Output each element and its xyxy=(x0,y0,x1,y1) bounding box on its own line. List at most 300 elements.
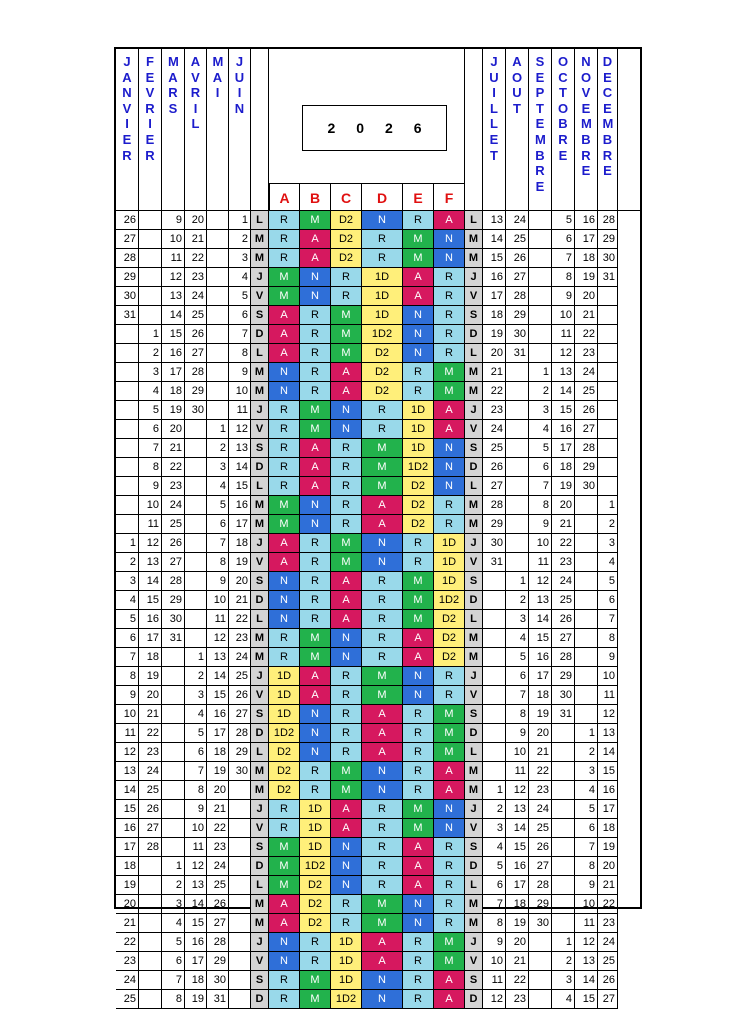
team-letter: B xyxy=(300,183,331,211)
shift-cell: A xyxy=(403,268,434,287)
date-cell xyxy=(575,572,598,591)
date-cell xyxy=(529,211,552,230)
date-cell: 9 xyxy=(207,572,229,591)
shift-cell: N xyxy=(362,762,403,781)
date-cell: 9 xyxy=(506,724,529,743)
date-cell xyxy=(139,952,162,971)
date-cell: 8 xyxy=(529,496,552,515)
shift-cell: D2 xyxy=(434,610,465,629)
shift-cell: A xyxy=(300,230,331,249)
shift-cell: R xyxy=(300,553,331,572)
shift-cell: R xyxy=(331,895,362,914)
shift-cell: 1D xyxy=(362,268,403,287)
date-cell: 8 xyxy=(162,990,185,1009)
date-cell xyxy=(529,933,552,952)
shift-cell: M xyxy=(300,629,331,648)
date-cell xyxy=(207,344,229,363)
date-cell: 20 xyxy=(552,496,575,515)
shift-cell: N xyxy=(300,743,331,762)
date-cell: 30 xyxy=(162,610,185,629)
month-name: MAI xyxy=(212,54,224,101)
month-header xyxy=(506,49,529,211)
date-cell: 13 xyxy=(483,211,506,230)
date-cell: 30 xyxy=(529,914,552,933)
date-cell: 16 xyxy=(116,819,139,838)
date-cell xyxy=(139,249,162,268)
shift-cell: M xyxy=(331,306,362,325)
date-cell: 1 xyxy=(185,648,207,667)
weekday-cell: L xyxy=(251,610,269,629)
date-cell xyxy=(575,686,598,705)
weekday-cell: V xyxy=(465,952,483,971)
shift-cell: R xyxy=(269,477,300,496)
date-cell: 7 xyxy=(552,249,575,268)
date-cell xyxy=(529,287,552,306)
date-cell xyxy=(116,344,139,363)
date-cell: 11 xyxy=(162,249,185,268)
date-cell: 24 xyxy=(207,857,229,876)
date-cell: 2 xyxy=(598,515,618,534)
date-cell xyxy=(506,382,529,401)
shift-cell: M xyxy=(362,439,403,458)
date-cell: 8 xyxy=(116,667,139,686)
shift-cell: R xyxy=(434,838,465,857)
shift-cell: D2 xyxy=(434,648,465,667)
weekday-cell: L xyxy=(465,477,483,496)
date-cell xyxy=(207,325,229,344)
date-cell: 26 xyxy=(598,971,618,990)
shift-cell: N xyxy=(300,724,331,743)
date-cell: 17 xyxy=(575,230,598,249)
shift-cell: A xyxy=(403,876,434,895)
shift-cell: N xyxy=(434,230,465,249)
date-cell: 10 xyxy=(162,230,185,249)
shift-cell: A xyxy=(300,686,331,705)
date-cell: 27 xyxy=(575,420,598,439)
date-cell: 3 xyxy=(529,401,552,420)
date-cell: 18 xyxy=(229,534,251,553)
date-cell: 7 xyxy=(185,762,207,781)
date-cell: 30 xyxy=(506,325,529,344)
date-cell: 20 xyxy=(162,420,185,439)
date-cell: 3 xyxy=(575,762,598,781)
shift-cell: A xyxy=(331,382,362,401)
date-cell: 15 xyxy=(529,629,552,648)
date-cell xyxy=(552,781,575,800)
date-cell: 8 xyxy=(483,914,506,933)
date-cell: 19 xyxy=(139,667,162,686)
date-cell: 23 xyxy=(116,952,139,971)
weekday-cell: J xyxy=(251,534,269,553)
shift-cell: N xyxy=(403,344,434,363)
date-cell: 11 xyxy=(575,914,598,933)
date-cell xyxy=(552,857,575,876)
date-cell: 15 xyxy=(139,591,162,610)
weekday-cell: J xyxy=(251,401,269,420)
shift-cell: R xyxy=(362,572,403,591)
weekday-cell: M xyxy=(251,762,269,781)
shift-cell: R xyxy=(434,344,465,363)
shift-cell: R xyxy=(269,819,300,838)
shift-cell: N xyxy=(362,971,403,990)
date-cell: 14 xyxy=(529,610,552,629)
shift-cell: N xyxy=(331,648,362,667)
shift-cell: R xyxy=(269,458,300,477)
date-cell: 21 xyxy=(483,363,506,382)
date-cell xyxy=(483,724,506,743)
date-cell xyxy=(139,971,162,990)
shift-cell: 1D xyxy=(269,705,300,724)
date-cell: 28 xyxy=(598,211,618,230)
date-cell: 20 xyxy=(506,933,529,952)
shift-cell: 1D2 xyxy=(300,857,331,876)
shift-cell: R xyxy=(362,249,403,268)
date-cell: 22 xyxy=(185,249,207,268)
year-box xyxy=(302,105,447,151)
shift-cell: N xyxy=(403,325,434,344)
date-cell xyxy=(552,762,575,781)
date-cell: 5 xyxy=(116,610,139,629)
date-cell: 30 xyxy=(598,249,618,268)
shift-cell: R xyxy=(434,895,465,914)
date-cell: 3 xyxy=(139,363,162,382)
shift-cell: D2 xyxy=(300,895,331,914)
date-cell xyxy=(139,876,162,895)
date-cell: 12 xyxy=(529,572,552,591)
shift-cell: N xyxy=(434,439,465,458)
shift-cell: A xyxy=(300,439,331,458)
date-cell: 14 xyxy=(162,306,185,325)
shift-cell: N xyxy=(434,458,465,477)
shift-cell: R xyxy=(331,439,362,458)
date-cell: 1 xyxy=(552,933,575,952)
month-header xyxy=(162,49,185,211)
date-cell: 21 xyxy=(575,306,598,325)
weekday-cell: V xyxy=(251,686,269,705)
shift-cell: M xyxy=(269,857,300,876)
date-cell xyxy=(162,667,185,686)
date-cell xyxy=(552,838,575,857)
shift-cell: 1D xyxy=(434,534,465,553)
date-cell: 10 xyxy=(139,496,162,515)
date-cell: 14 xyxy=(139,572,162,591)
date-cell: 30 xyxy=(483,534,506,553)
weekday-cell: M xyxy=(465,762,483,781)
date-cell: 12 xyxy=(207,629,229,648)
date-cell: 3 xyxy=(229,249,251,268)
date-cell: 19 xyxy=(506,914,529,933)
shift-cell: A xyxy=(269,344,300,363)
date-cell: 6 xyxy=(162,952,185,971)
date-cell: 23 xyxy=(162,477,185,496)
date-cell: 23 xyxy=(207,838,229,857)
shift-cell: R xyxy=(403,363,434,382)
shift-cell: D2 xyxy=(403,515,434,534)
shift-cell: 1D2 xyxy=(331,990,362,1009)
date-cell: 14 xyxy=(229,458,251,477)
date-cell xyxy=(483,610,506,629)
shift-cell: N xyxy=(300,268,331,287)
date-cell xyxy=(575,648,598,667)
date-cell xyxy=(598,344,618,363)
date-cell: 26 xyxy=(162,534,185,553)
date-cell: 15 xyxy=(116,800,139,819)
date-cell xyxy=(552,800,575,819)
shift-cell: R xyxy=(300,344,331,363)
month-header xyxy=(598,49,618,211)
shift-cell: D2 xyxy=(331,211,362,230)
date-cell: 25 xyxy=(162,515,185,534)
date-cell: 1 xyxy=(598,496,618,515)
shift-cell: R xyxy=(403,553,434,572)
date-cell: 22 xyxy=(162,458,185,477)
date-cell: 5 xyxy=(185,724,207,743)
date-cell xyxy=(185,591,207,610)
date-cell: 15 xyxy=(229,477,251,496)
date-cell: 21 xyxy=(139,705,162,724)
date-cell: 16 xyxy=(139,610,162,629)
date-cell: 9 xyxy=(139,477,162,496)
date-cell: 18 xyxy=(116,857,139,876)
date-cell: 21 xyxy=(229,591,251,610)
date-cell: 28 xyxy=(552,648,575,667)
date-cell: 3 xyxy=(506,610,529,629)
shift-cell: R xyxy=(331,477,362,496)
month-name: SEPTEMBRE xyxy=(535,54,546,194)
shift-cell: M xyxy=(269,838,300,857)
date-cell xyxy=(229,800,251,819)
date-cell: 3 xyxy=(162,895,185,914)
shift-cell: A xyxy=(403,857,434,876)
shift-cell: N xyxy=(331,857,362,876)
weekday-cell: D xyxy=(465,857,483,876)
date-cell: 6 xyxy=(598,591,618,610)
weekday-cell: J xyxy=(465,268,483,287)
shift-cell: N xyxy=(331,401,362,420)
month-name: JUIN xyxy=(234,54,245,116)
date-cell xyxy=(116,477,139,496)
date-cell: 31 xyxy=(162,629,185,648)
date-cell: 24 xyxy=(552,572,575,591)
date-cell: 14 xyxy=(483,230,506,249)
date-cell: 24 xyxy=(139,762,162,781)
date-cell xyxy=(506,420,529,439)
weekday-cell: V xyxy=(251,952,269,971)
date-cell xyxy=(529,249,552,268)
date-cell xyxy=(185,515,207,534)
shift-cell: M xyxy=(434,952,465,971)
date-cell: 7 xyxy=(116,648,139,667)
shift-cell: M xyxy=(362,914,403,933)
date-cell: 6 xyxy=(529,458,552,477)
weekday-cell: V xyxy=(465,420,483,439)
date-cell xyxy=(529,230,552,249)
weekday-cell: L xyxy=(465,610,483,629)
date-cell xyxy=(207,249,229,268)
shift-cell: M xyxy=(300,420,331,439)
shift-cell: N xyxy=(331,420,362,439)
shift-cell: A xyxy=(362,933,403,952)
weekday-cell: M xyxy=(465,363,483,382)
date-cell xyxy=(229,990,251,1009)
date-cell: 27 xyxy=(139,819,162,838)
shift-cell: R xyxy=(269,249,300,268)
date-cell: 30 xyxy=(575,477,598,496)
date-cell: 18 xyxy=(185,971,207,990)
date-cell: 3 xyxy=(185,686,207,705)
weekday-cell: D xyxy=(251,990,269,1009)
weekday-cell: S xyxy=(251,306,269,325)
date-cell: 14 xyxy=(506,819,529,838)
weekday-cell: M xyxy=(465,515,483,534)
shift-cell: D2 xyxy=(403,477,434,496)
shift-cell: A xyxy=(434,971,465,990)
date-cell: 23 xyxy=(483,401,506,420)
shift-cell: R xyxy=(300,363,331,382)
date-cell xyxy=(552,743,575,762)
date-cell: 1 xyxy=(483,781,506,800)
date-cell: 20 xyxy=(207,781,229,800)
date-cell: 4 xyxy=(185,705,207,724)
shift-cell: A xyxy=(331,819,362,838)
date-cell: 4 xyxy=(162,914,185,933)
date-cell xyxy=(575,534,598,553)
weekday-cell: L xyxy=(465,211,483,230)
date-cell: 9 xyxy=(529,515,552,534)
shift-cell: R xyxy=(269,629,300,648)
date-cell: 15 xyxy=(162,325,185,344)
weekday-cell: V xyxy=(465,819,483,838)
shift-cell: A xyxy=(362,515,403,534)
date-cell xyxy=(529,306,552,325)
shift-cell: R xyxy=(403,762,434,781)
date-cell xyxy=(483,591,506,610)
date-cell: 26 xyxy=(185,325,207,344)
date-cell: 24 xyxy=(229,648,251,667)
weekday-cell: D xyxy=(251,591,269,610)
date-cell: 13 xyxy=(506,800,529,819)
date-cell: 15 xyxy=(598,762,618,781)
date-cell: 8 xyxy=(598,629,618,648)
date-cell: 17 xyxy=(139,629,162,648)
date-cell: 27 xyxy=(162,553,185,572)
date-cell: 16 xyxy=(185,933,207,952)
date-cell: 14 xyxy=(598,743,618,762)
date-cell: 1 xyxy=(162,857,185,876)
date-cell: 19 xyxy=(185,990,207,1009)
shift-cell: R xyxy=(403,534,434,553)
date-cell xyxy=(229,819,251,838)
date-cell: 13 xyxy=(552,363,575,382)
shift-cell: D2 xyxy=(362,363,403,382)
shift-cell: R xyxy=(331,914,362,933)
shift-cell: A xyxy=(434,762,465,781)
weekday-cell: M xyxy=(251,515,269,534)
weekday-cell: M xyxy=(251,230,269,249)
date-cell: 18 xyxy=(162,382,185,401)
shift-cell: R xyxy=(269,401,300,420)
date-cell: 23 xyxy=(552,553,575,572)
shift-cell: A xyxy=(269,534,300,553)
date-cell: 16 xyxy=(552,420,575,439)
date-cell: 11 xyxy=(207,610,229,629)
shift-cell: M xyxy=(362,477,403,496)
date-cell xyxy=(506,496,529,515)
date-cell: 1 xyxy=(229,211,251,230)
date-cell xyxy=(229,971,251,990)
weekday-cell: S xyxy=(251,838,269,857)
date-cell: 15 xyxy=(506,838,529,857)
date-cell xyxy=(139,933,162,952)
shift-cell: A xyxy=(331,591,362,610)
shift-cell: M xyxy=(300,211,331,230)
date-cell: 2 xyxy=(575,743,598,762)
date-cell: 25 xyxy=(207,876,229,895)
date-cell: 4 xyxy=(575,781,598,800)
date-cell xyxy=(529,990,552,1009)
date-cell xyxy=(185,458,207,477)
shift-cell: M xyxy=(269,515,300,534)
shift-cell: R xyxy=(331,743,362,762)
month-header xyxy=(483,49,506,211)
shift-cell: D2 xyxy=(434,629,465,648)
shift-cell: 1D xyxy=(403,401,434,420)
date-cell: 21 xyxy=(116,914,139,933)
date-cell xyxy=(207,230,229,249)
shift-cell: R xyxy=(269,800,300,819)
date-cell: 25 xyxy=(598,952,618,971)
month-header xyxy=(575,49,598,211)
date-cell: 18 xyxy=(575,249,598,268)
date-cell: 25 xyxy=(229,667,251,686)
shift-cell: M xyxy=(331,534,362,553)
shift-cell: R xyxy=(331,268,362,287)
month-header xyxy=(116,49,139,211)
date-cell: 21 xyxy=(529,743,552,762)
shift-cell: R xyxy=(403,990,434,1009)
date-cell: 22 xyxy=(506,971,529,990)
date-cell xyxy=(229,952,251,971)
shift-cell: R xyxy=(300,306,331,325)
date-cell xyxy=(598,363,618,382)
shift-cell: N xyxy=(331,838,362,857)
date-cell: 3 xyxy=(207,458,229,477)
date-cell: 7 xyxy=(229,325,251,344)
date-cell: 30 xyxy=(116,287,139,306)
date-cell: 27 xyxy=(116,230,139,249)
weekday-cell: J xyxy=(465,800,483,819)
weekday-cell: D xyxy=(465,724,483,743)
date-cell: 17 xyxy=(207,724,229,743)
date-cell xyxy=(139,268,162,287)
date-cell: 21 xyxy=(552,515,575,534)
date-cell: 28 xyxy=(229,724,251,743)
date-cell: 2 xyxy=(162,876,185,895)
shift-cell: M xyxy=(300,401,331,420)
shift-cell: R xyxy=(362,800,403,819)
date-cell: 28 xyxy=(483,496,506,515)
date-cell: 10 xyxy=(598,667,618,686)
date-cell: 29 xyxy=(529,895,552,914)
month-name: AVRIL xyxy=(190,54,201,132)
shift-cell: A xyxy=(300,477,331,496)
shift-cell: R xyxy=(331,496,362,515)
date-cell: 4 xyxy=(139,382,162,401)
date-cell xyxy=(207,401,229,420)
date-cell: 2 xyxy=(506,591,529,610)
date-cell: 2 xyxy=(552,952,575,971)
date-cell: 18 xyxy=(139,648,162,667)
